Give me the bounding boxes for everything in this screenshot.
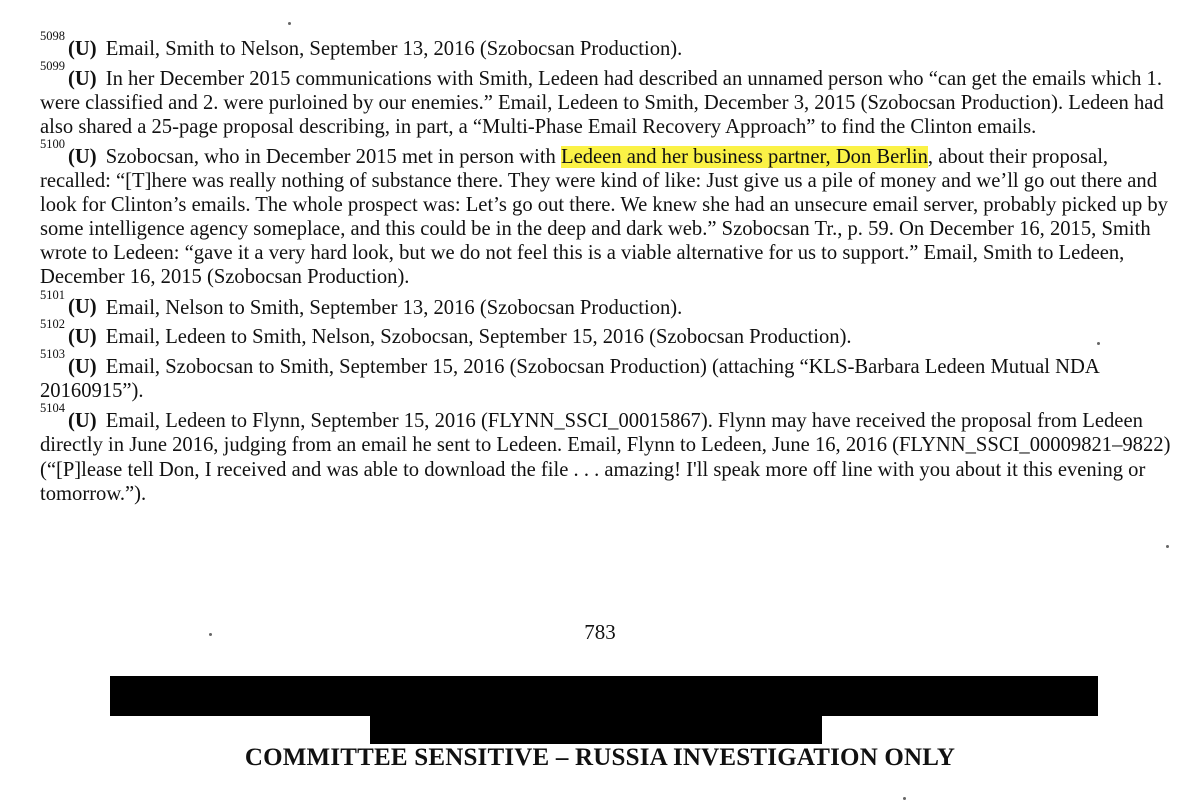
footnote-5099 (40, 58, 1180, 139)
footnote-number: 5103 (40, 347, 65, 362)
footnote-number: 5100 (40, 137, 65, 152)
classification-marking: (U) (68, 296, 97, 319)
footnote-5103 (40, 349, 1180, 403)
classification-marking: (U) (68, 145, 97, 168)
footnote-5104 (40, 403, 1180, 505)
scan-speck (1097, 342, 1100, 345)
footnote-text-before: Szobocsan, who in December 2015 met in person with (105, 145, 562, 168)
scan-speck (209, 633, 212, 636)
footnote-text: Email, Nelson to Smith, September 13, 2016 (Szobocsan Production). (105, 296, 683, 319)
classification-marking: (U) (68, 356, 97, 379)
scan-speck (288, 22, 291, 25)
redaction-block-top (110, 676, 1098, 716)
footnote-5102 (40, 319, 1180, 349)
footnote-text: Email, Smith to Nelson, September 13, 2016 (Szobocsan Production). (105, 37, 683, 60)
footnote-5100 (40, 139, 1180, 289)
footnote-5098 (40, 31, 1180, 61)
scan-speck (1166, 545, 1169, 548)
footnote-5101 (40, 287, 1180, 320)
footnote-text: Email, Ledeen to Flynn, September 15, 2016 (FLYNN_SSCI_00015867). Flynn may have received the proposal from Ledeen directly in June 2016, judging from an email he sent to Ledeen. Email, Flynn to Ledeen, June 16, 2016 (FLYNN_SSCI_00009821–9822) (“[P]lease tell Don, I received and was able to download the file . . . amazing! I'll speak more off line with you about it this evening or tomorrow.”). (40, 410, 1171, 505)
redaction-block-bottom (370, 716, 822, 744)
page-number: 783 (584, 620, 616, 644)
footnote-number: 5098 (40, 29, 65, 43)
footnote-text: Email, Szobocsan to Smith, September 15, 2016 (Szobocsan Production) (attaching “KLS-Barbara Ledeen Mutual NDA 20160915”). (40, 356, 1099, 403)
highlighted-text: Ledeen and her business partner, Don Berlin (561, 145, 928, 168)
footnote-text: In her December 2015 communications with Smith, Ledeen had described an unnamed person who “can get the emails which 1. were classified and 2. were purloined by our enemies.” Email, Ledeen to Smith, December 3, 2015 (Szobocsan Production). Ledeen had also shared a 25-page proposal describing, in part, a “Multi-Phase Email Recovery Approach” to find the Clinton emails. (40, 67, 1164, 138)
classification-footer: COMMITTEE SENSITIVE – RUSSIA INVESTIGATION ONLY (244, 744, 956, 771)
footnote-text: Email, Ledeen to Smith, Nelson, Szobocsan, September 15, 2016 (Szobocsan Production). (105, 326, 852, 349)
footnote-number: 5101 (40, 287, 65, 302)
classification-marking: (U) (68, 37, 97, 60)
classification-marking: (U) (68, 67, 97, 90)
scan-speck (903, 797, 906, 800)
footnote-number: 5104 (40, 401, 65, 416)
footnote-number: 5102 (40, 317, 65, 332)
classification-marking: (U) (68, 410, 97, 433)
classification-marking: (U) (68, 326, 97, 349)
footnote-text-after: , about their proposal, recalled: “[T]here was really nothing of substance there. They were kind of like: Just give us a pile of money and we’ll go out there and look for Clinton’s emails. The whole prospect was: Let’s go out there. We knew she had an unsecure email server, probably picked up by some intelligence agency someplace, and this could be in the deep and dark web.” Szobocsan Tr., p. 59. On December 16, 2015, Smith wrote to Ledeen: “gave it a very hard look, but we do not feel this is a viable alternative for us to support.” Email, Smith to Ledeen, December 16, 2015 (Szobocsan Production). (40, 145, 1168, 289)
footnote-number: 5099 (40, 58, 65, 73)
footnotes-section (40, 31, 1180, 506)
